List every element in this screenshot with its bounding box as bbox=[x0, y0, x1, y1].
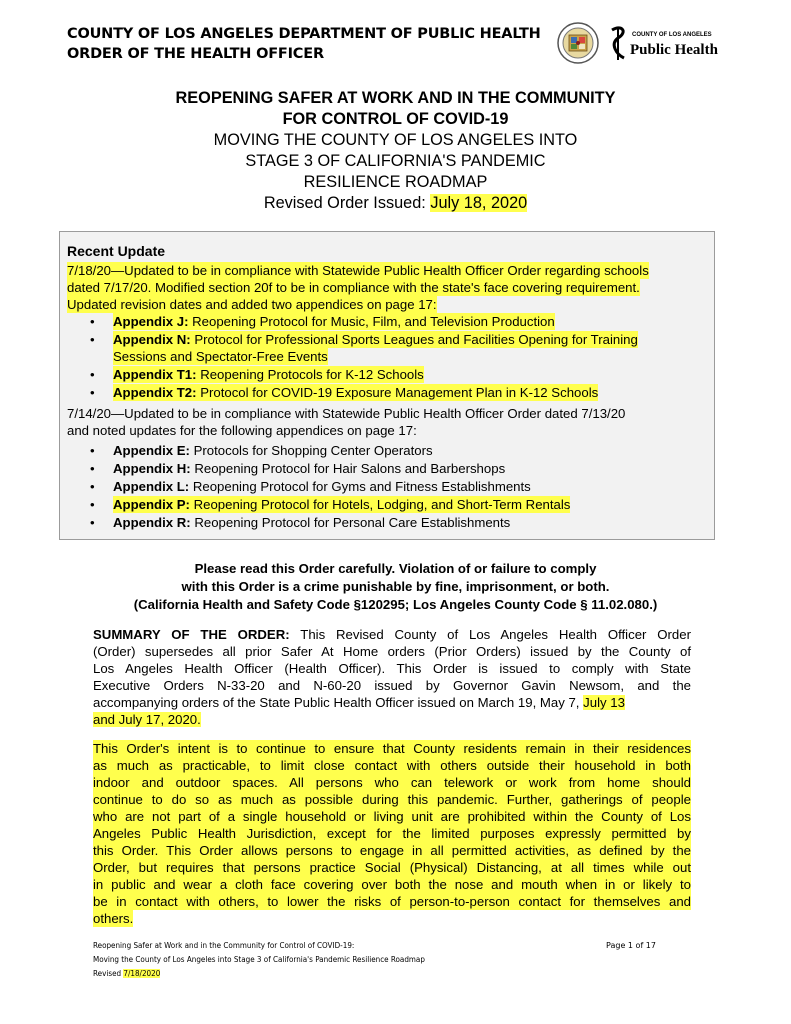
issued-label: Revised Order Issued: bbox=[263, 194, 426, 212]
logo-county-text: COUNTY OF LOS ANGELES bbox=[632, 32, 712, 38]
update-0718-line-3: Updated revision dates and added two appendices on page 17: bbox=[67, 297, 437, 312]
title-line-1: REOPENING SAFER AT WORK AND IN THE COMMUNITY bbox=[175, 89, 616, 107]
summary-line-3: Los Angeles Health Officer (Health Officer). This Order is issued to comply with State bbox=[93, 661, 691, 676]
page-number: Page 1 of 17 bbox=[606, 941, 656, 950]
logo-public-health-text: Public Health bbox=[630, 42, 718, 58]
footer-line-2: Moving the County of Los Angeles into Stage 3 of California's Pandemic Resilience Roadmap bbox=[93, 955, 425, 964]
header-department: COUNTY OF LOS ANGELES DEPARTMENT OF PUBLIC HEALTH bbox=[67, 26, 541, 42]
summary-line-6: and July 17, 2020. bbox=[93, 712, 201, 727]
appendix-n-continued: Sessions and Spectator-Free Events bbox=[113, 349, 328, 364]
footer-revised: Revised 7/18/2020 bbox=[93, 969, 161, 978]
title-line-5: RESILIENCE ROADMAP bbox=[303, 173, 488, 191]
title-line-2: FOR CONTROL OF COVID-19 bbox=[282, 110, 509, 128]
summary-line-5: accompanying orders of the State Public Health Officer issued on March 19, May 7, July 13 bbox=[93, 695, 625, 710]
summary-line-4: Executive Orders N-33-20 and N-60-20 issued by Governor Gavin Newsom, and the bbox=[93, 678, 691, 693]
public-health-logo bbox=[608, 24, 724, 64]
update-0718-line-1: 7/18/20—Updated to be in compliance with Statewide Public Health Officer Order regarding schools bbox=[67, 263, 649, 278]
appendix-r: Appendix R: Reopening Protocol for Personal Care Establishments bbox=[113, 515, 511, 530]
appendix-p: Appendix P: Reopening Protocol for Hotels, Lodging, and Short-Term Rentals bbox=[113, 497, 571, 512]
intent-line: be in contact with others, to lower the risks of person-to-person contact for themselves and bbox=[93, 894, 691, 909]
intent-line: Order, but requires that persons practice Social (Physical) Distancing, at all times while out bbox=[93, 860, 691, 875]
bullet: • bbox=[90, 461, 95, 476]
warning-line-3: (California Health and Safety Code §120295; Los Angeles County Code § 11.02.080.) bbox=[133, 597, 658, 612]
update-0718-line-2: dated 7/17/20. Modified section 20f to be in compliance with the state's face covering requirement. bbox=[67, 280, 640, 295]
bullet: • bbox=[90, 497, 95, 512]
bullet: • bbox=[90, 515, 95, 530]
intent-line: in public and wear a cloth face covering over both the nose and mouth when in or likely to bbox=[93, 877, 691, 892]
warning-line-1: Please read this Order carefully. Violation of or failure to comply bbox=[194, 561, 597, 576]
update-0714-line-1: 7/14/20—Updated to be in compliance with Statewide Public Health Officer Order dated 7/13/20 bbox=[67, 406, 626, 421]
summary-line-1: SUMMARY OF THE ORDER: This Revised County of Los Angeles Health Officer Order bbox=[93, 627, 691, 642]
header-order: ORDER OF THE HEALTH OFFICER bbox=[67, 46, 324, 62]
intent-line: continue to do so as much as possible during this pandemic. Further, gatherings of people bbox=[93, 792, 691, 807]
appendix-h: Appendix H: Reopening Protocol for Hair Salons and Barbershops bbox=[113, 461, 506, 476]
appendix-l: Appendix L: Reopening Protocol for Gyms and Fitness Establishments bbox=[113, 479, 531, 494]
intent-line: indoor and outdoor spaces. All persons who can telework or work from home should bbox=[93, 775, 691, 790]
warning-line-2: with this Order is a crime punishable by fine, imprisonment, or both. bbox=[181, 579, 610, 594]
intent-line: Angeles Public Health Jurisdiction, except for the limited purposes expressly permitted by bbox=[93, 826, 691, 841]
appendix-j: Appendix J: Reopening Protocol for Music, Film, and Television Production bbox=[113, 314, 555, 329]
bullet: • bbox=[90, 314, 95, 329]
bullet: • bbox=[90, 385, 95, 400]
intent-line: others. bbox=[93, 911, 134, 926]
revised-order-issued bbox=[0, 193, 791, 214]
bullet: • bbox=[90, 332, 95, 347]
footer-line-1: Reopening Safer at Work and in the Community for Control of COVID-19: bbox=[93, 941, 355, 950]
bullet: • bbox=[90, 479, 95, 494]
intent-line: as much as practicable, to limit close contact with others outside their household in both bbox=[93, 758, 691, 773]
bullet: • bbox=[90, 443, 95, 458]
bullet: • bbox=[90, 367, 95, 382]
appendix-n: Appendix N: Protocol for Professional Sports Leagues and Facilities Opening for Training bbox=[113, 332, 638, 347]
appendix-e: Appendix E: Protocols for Shopping Center Operators bbox=[113, 443, 433, 458]
issued-date: July 18, 2020 bbox=[430, 194, 528, 212]
intent-line: This Order's intent is to continue to ensure that County residents remain in their residences bbox=[93, 741, 691, 756]
title-line-3: MOVING THE COUNTY OF LOS ANGELES INTO bbox=[213, 131, 578, 149]
title-line-4: STAGE 3 OF CALIFORNIA'S PANDEMIC bbox=[245, 152, 546, 170]
intent-line: this Order. This Order allows persons to engage in all permitted activities, as defined by the bbox=[93, 843, 691, 858]
recent-update-heading: Recent Update bbox=[67, 243, 166, 259]
update-0714-line-2: and noted updates for the following appendices on page 17: bbox=[67, 423, 417, 438]
county-seal-icon bbox=[557, 22, 599, 64]
summary-line-2: (Order) supersedes all prior Safer At Home orders (Prior Orders) issued by the County of bbox=[93, 644, 691, 659]
intent-line: who are not part of a single household or living unit are prohibited within the County of Los bbox=[93, 809, 691, 824]
appendix-t1: Appendix T1: Reopening Protocols for K-12 Schools bbox=[113, 367, 424, 382]
appendix-t2: Appendix T2: Protocol for COVID-19 Exposure Management Plan in K-12 Schools bbox=[113, 385, 599, 400]
